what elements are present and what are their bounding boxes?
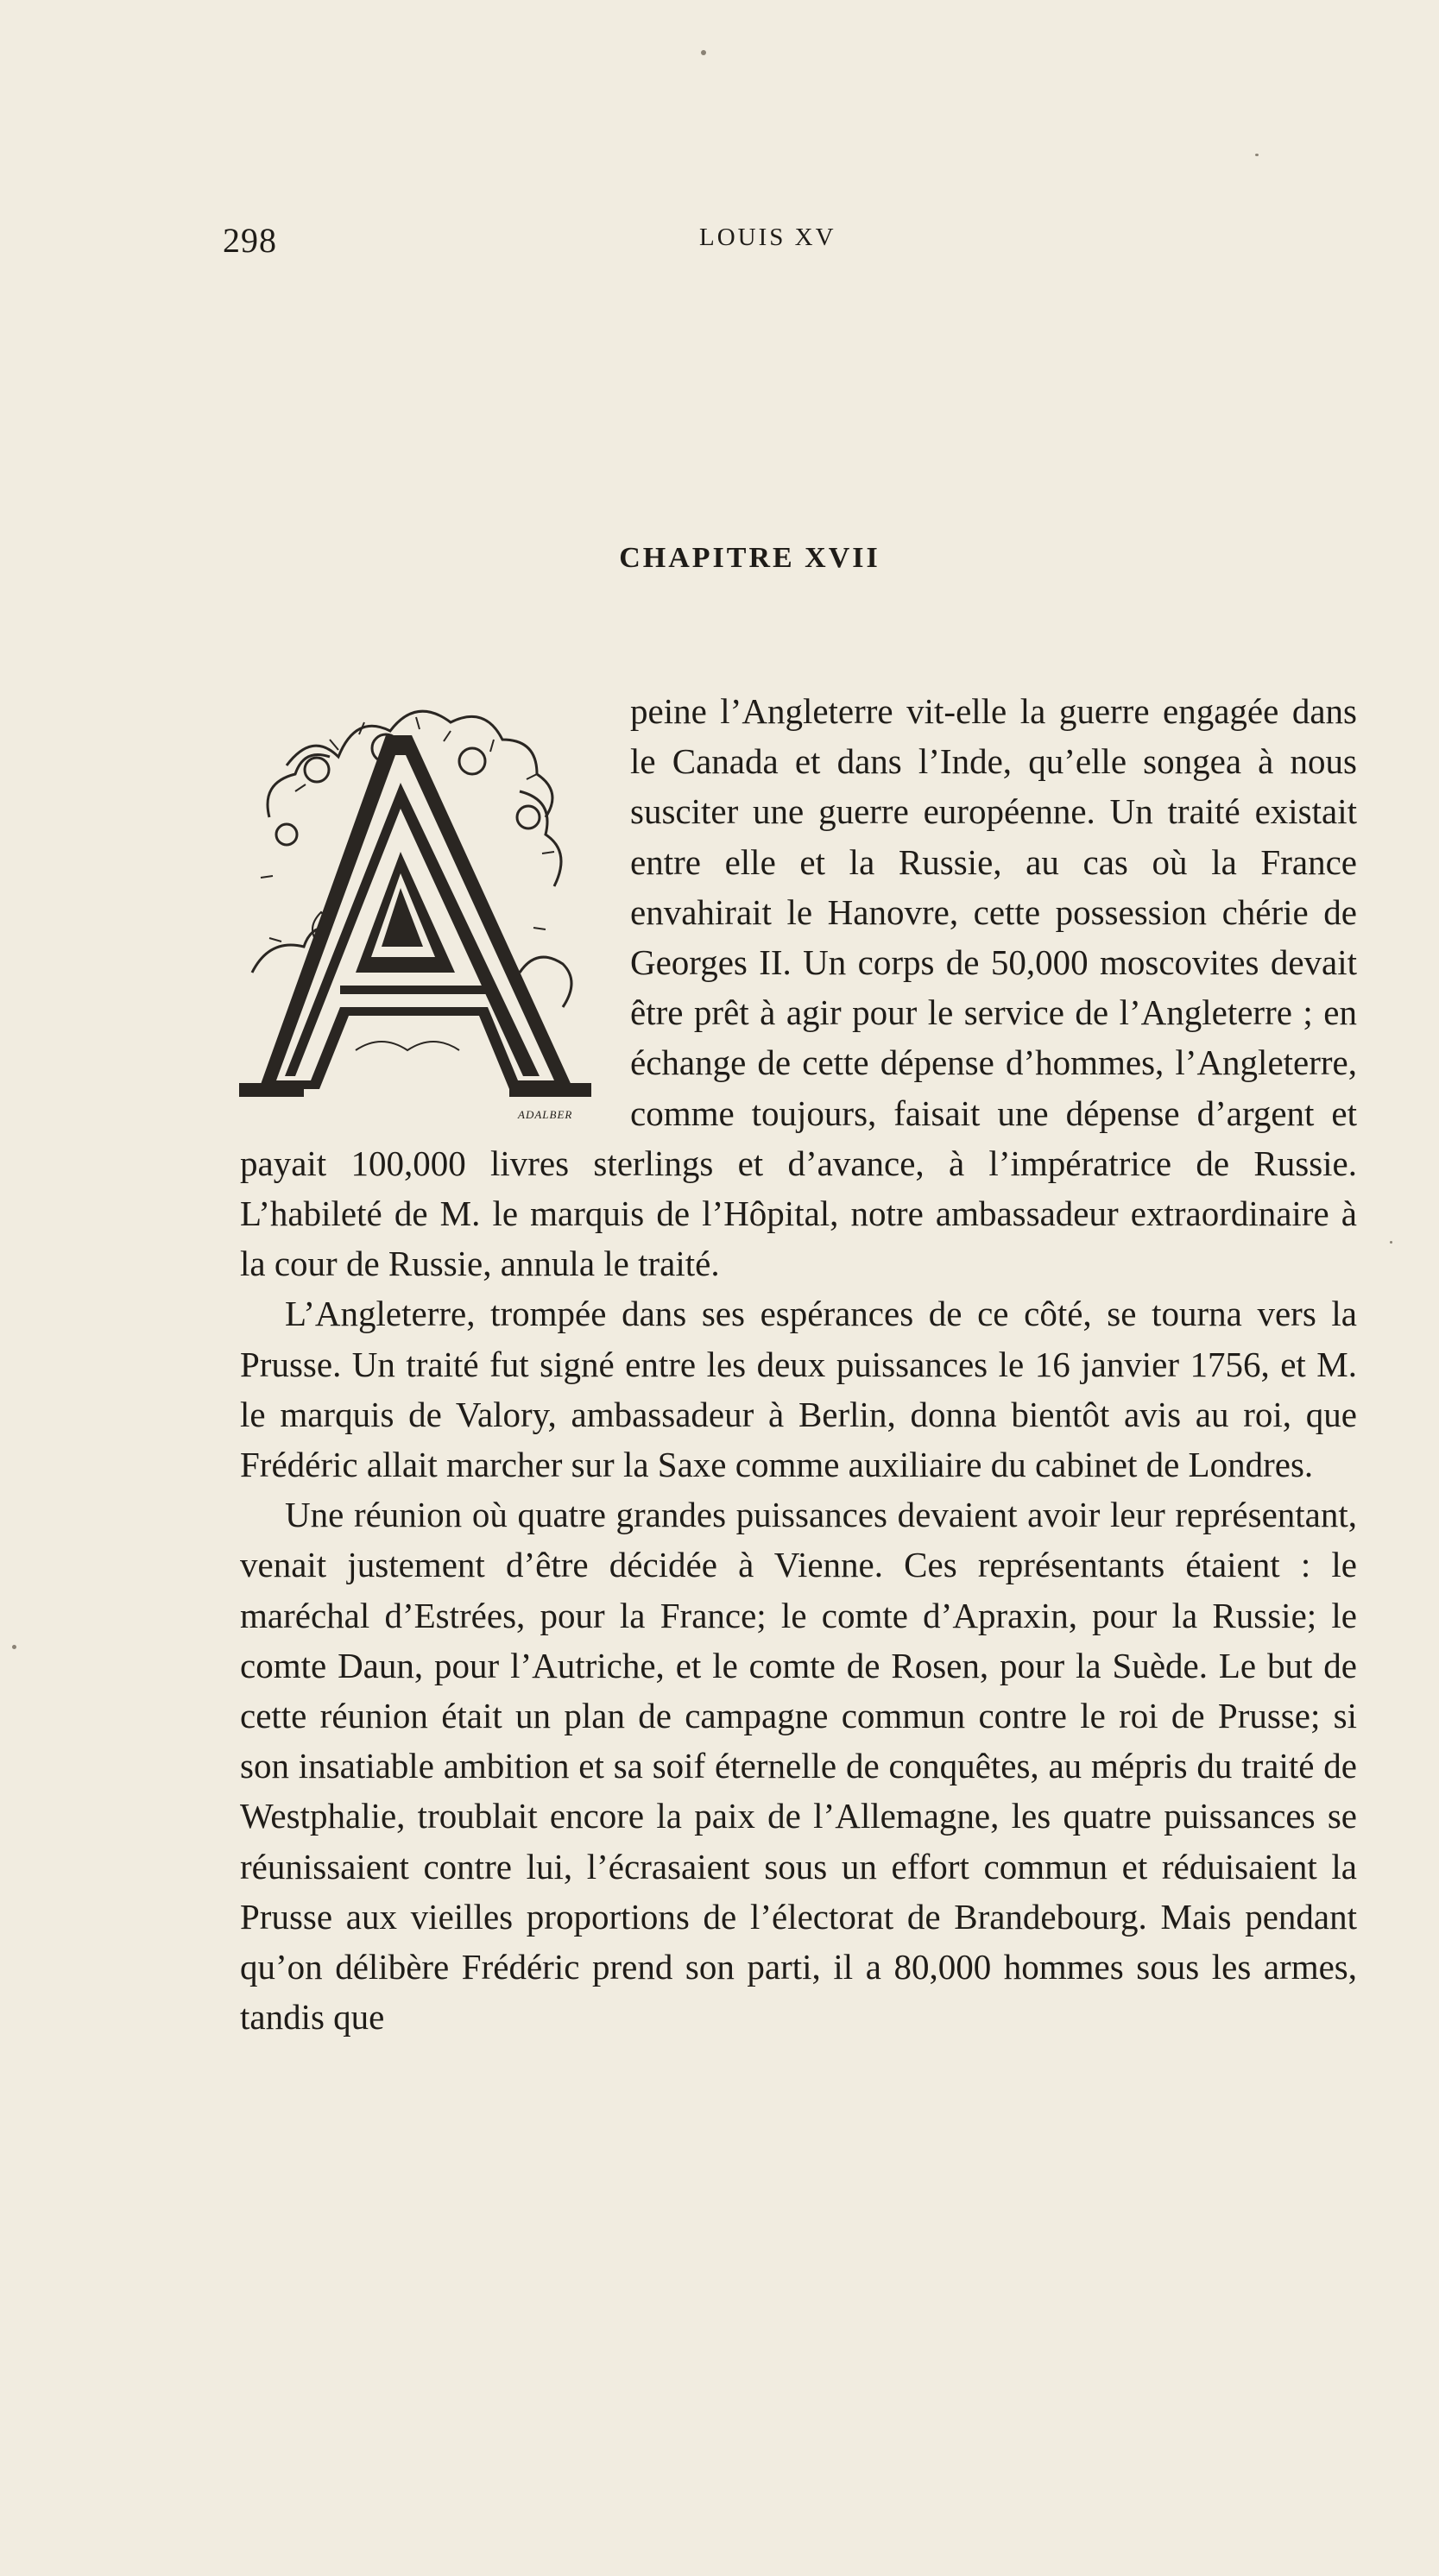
chapter-title: CHAPITRE XVII <box>619 542 880 574</box>
running-head: LOUIS XV <box>699 224 836 251</box>
paper-speck <box>1255 154 1259 156</box>
page-number: 298 <box>223 221 277 260</box>
letter-a-shape <box>239 735 591 1097</box>
paragraph-2: L’Angleterre, trompée dans ses espérances de ce côté, se tourna vers la Prusse. Un traité fut signé entre les deux puissances le 16 janvier 1756, et M. le marquis de Valory, ambassadeur à Berlin, donna bientôt avis au roi, que Frédéric allait marcher sur la Saxe comme auxiliaire du cabinet de Londres. <box>240 1294 1357 1485</box>
page-header <box>223 220 1355 263</box>
dropcap-ornament <box>235 688 616 1121</box>
paper-speck <box>1390 1241 1392 1244</box>
ornate-letter-a-icon <box>235 688 616 1102</box>
paragraph-1-text: peine l’Angleterre vit-elle la guerre engagée dans le Canada et dans l’Inde, qu’elle songea à nous susciter une guerre européenne. Un traité existait entre elle et la Russie, au cas où la France envahirait le Hanovre, cette possession chérie de Georges II. Un corps de 50,000 moscovites devait être prêt à agir pour le service de l’Angleterre ; en échange de cette dépense d’hommes, l’Angleterre, comme toujours, faisait une dépense d’argent et payait 100,000 livres sterlings et d’avance, à l’impératrice de Russie. L’habileté de M. le marquis de l’Hôpital, notre ambassadeur extraordinaire à la cour de Russie, annula le traité. <box>240 691 1357 1284</box>
engraver-signature: ADALBER <box>518 1108 573 1121</box>
body-text <box>240 686 1357 2042</box>
paper-speck <box>12 1645 16 1649</box>
paper-speck <box>701 50 706 55</box>
paragraph-1 <box>240 686 1357 1288</box>
paragraph-3: Une réunion où quatre grandes puissances devaient avoir leur représentant, venait justement d’être décidée à Vienne. Ces représentants étaient : le maréchal d’Estrées, pour la France; le comte d’Apraxin, pour la Russie; le comte Daun, pour l’Autriche, et le comte de Rosen, pour la Suède. Le but de cette réunion était un plan de campagne commun contre le roi de Prusse; si son insatiable ambition et sa soif éternelle de conquêtes, au mépris du traité de Westphalie, troublait encore la paix de l’Allemagne, les quatre puissances se réunissaient contre lui, l’écrasaient sous un effort commun et réduisaient la Prusse aux vieilles proportions de l’électorat de Brandebourg. Mais pendant qu’on délibère Frédéric prend son parti, il a 80,000 hommes sous les armes, tandis que <box>240 1495 1357 2037</box>
